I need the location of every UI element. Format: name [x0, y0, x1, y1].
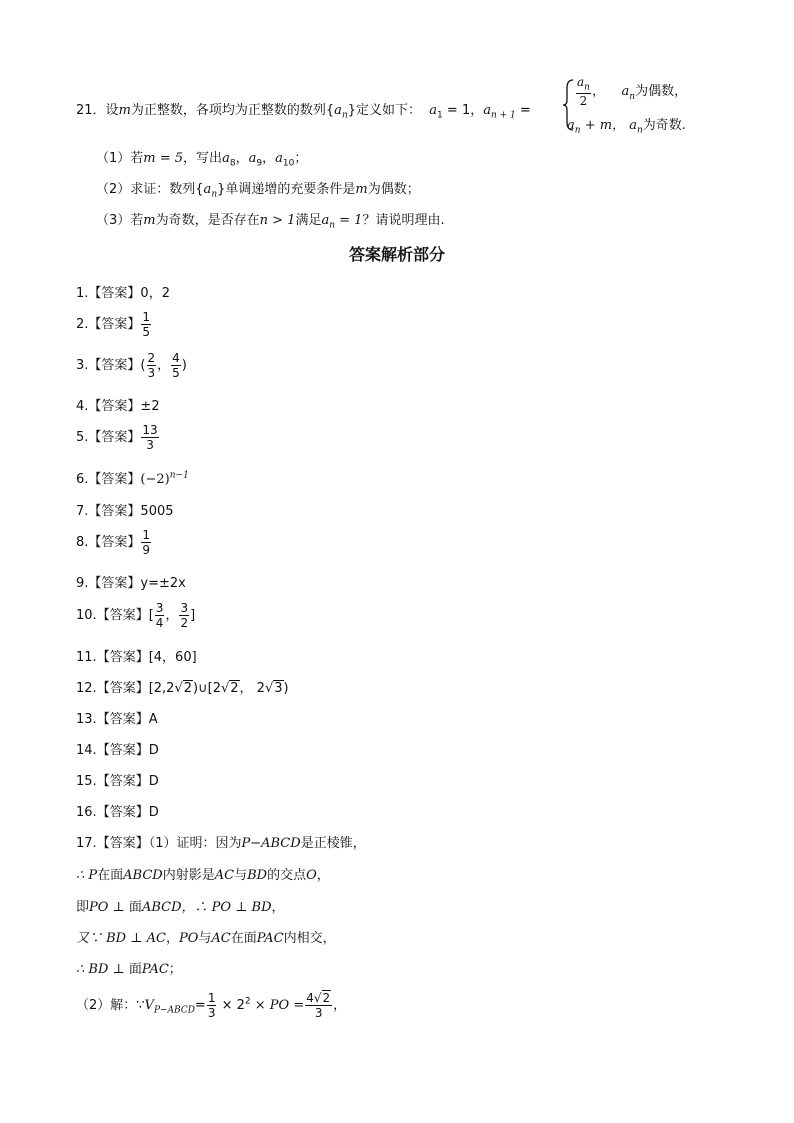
- answer-17-line3: 即PO ⊥ 面ABCD，∴ PO ⊥ BD，: [76, 900, 285, 915]
- case-even: $\frac{a_n}{2}$ ， $a_n$为偶数，: [577, 75, 688, 109]
- answer-4: 4.【答案】±2: [76, 399, 160, 414]
- answer-7: 7.【答案】5005: [76, 504, 174, 519]
- answer-15: 15.【答案】D: [76, 774, 159, 789]
- answer-2: 2.【答案】 $\frac{1}{5}$: [76, 310, 151, 339]
- answer-17-line2: ∴ P在面ABCD内射影是AC与BD的交点O，: [76, 868, 330, 883]
- answer-17-line1: 17.【答案】（1）证明：因为P−ABCD是正棱锥，: [76, 836, 366, 851]
- q21-part2: （2）求证：数列$\{a_n\}$单调递增的充要条件是m为偶数；: [96, 182, 420, 200]
- answer-6: 6.【答案】$(-2)^{n-1}$: [76, 470, 189, 487]
- q21-part1: （1）若m = 5，写出$a_8$，$a_9$，$a_{10}$；: [96, 151, 308, 169]
- answer-17-line6: （2）解：$\because V_{P-ABCD}=$ $\frac{1}{3}$ × $2^2$ × PO = $\frac{4√2}{3}$ ，: [76, 991, 347, 1020]
- answer-9: 9.【答案】y=±2x: [76, 576, 186, 591]
- answer-5: 5.【答案】 $\frac{13}{3}$: [76, 423, 158, 452]
- case-odd: $a_n + m$， $a_n$为奇数.: [567, 118, 686, 136]
- q21-stem: 21．设m为正整数，各项均为正整数的数列$\{a_n\}$定义如下： $a_1 = 1$，$a_{n + 1}$ =: [76, 103, 531, 121]
- answer-17-line5: ∴ BD ⊥ 面PAC；: [76, 962, 182, 977]
- answer-10: 10.【答案】[ $\frac{3}{4}$ ， $\frac{3}{2}$ ]: [76, 601, 196, 630]
- section-title: 答案解析部分: [348, 245, 445, 264]
- answer-11: 11.【答案】[4，60]: [76, 650, 197, 665]
- answer-8: 8.【答案】 $\frac{1}{9}$: [76, 528, 151, 557]
- answer-13: 13.【答案】A: [76, 712, 158, 727]
- answer-17-line4: 又∵ BD ⊥ AC，PO与AC在面PAC内相交，: [76, 931, 336, 946]
- answer-14: 14.【答案】D: [76, 743, 159, 758]
- answer-1: 1.【答案】0，2: [76, 286, 170, 301]
- answer-12: 12.【答案】[2,2√2)∪[2√2， 2√3): [76, 681, 289, 696]
- answer-3: 3.【答案】( $\frac{2}{3}$ ， $\frac{4}{5}$ ): [76, 351, 187, 380]
- q21-part3: （3）若m为奇数，是否存在n > 1满足$a_n = 1$？请说明理由.: [96, 213, 445, 231]
- answer-16: 16.【答案】D: [76, 805, 159, 820]
